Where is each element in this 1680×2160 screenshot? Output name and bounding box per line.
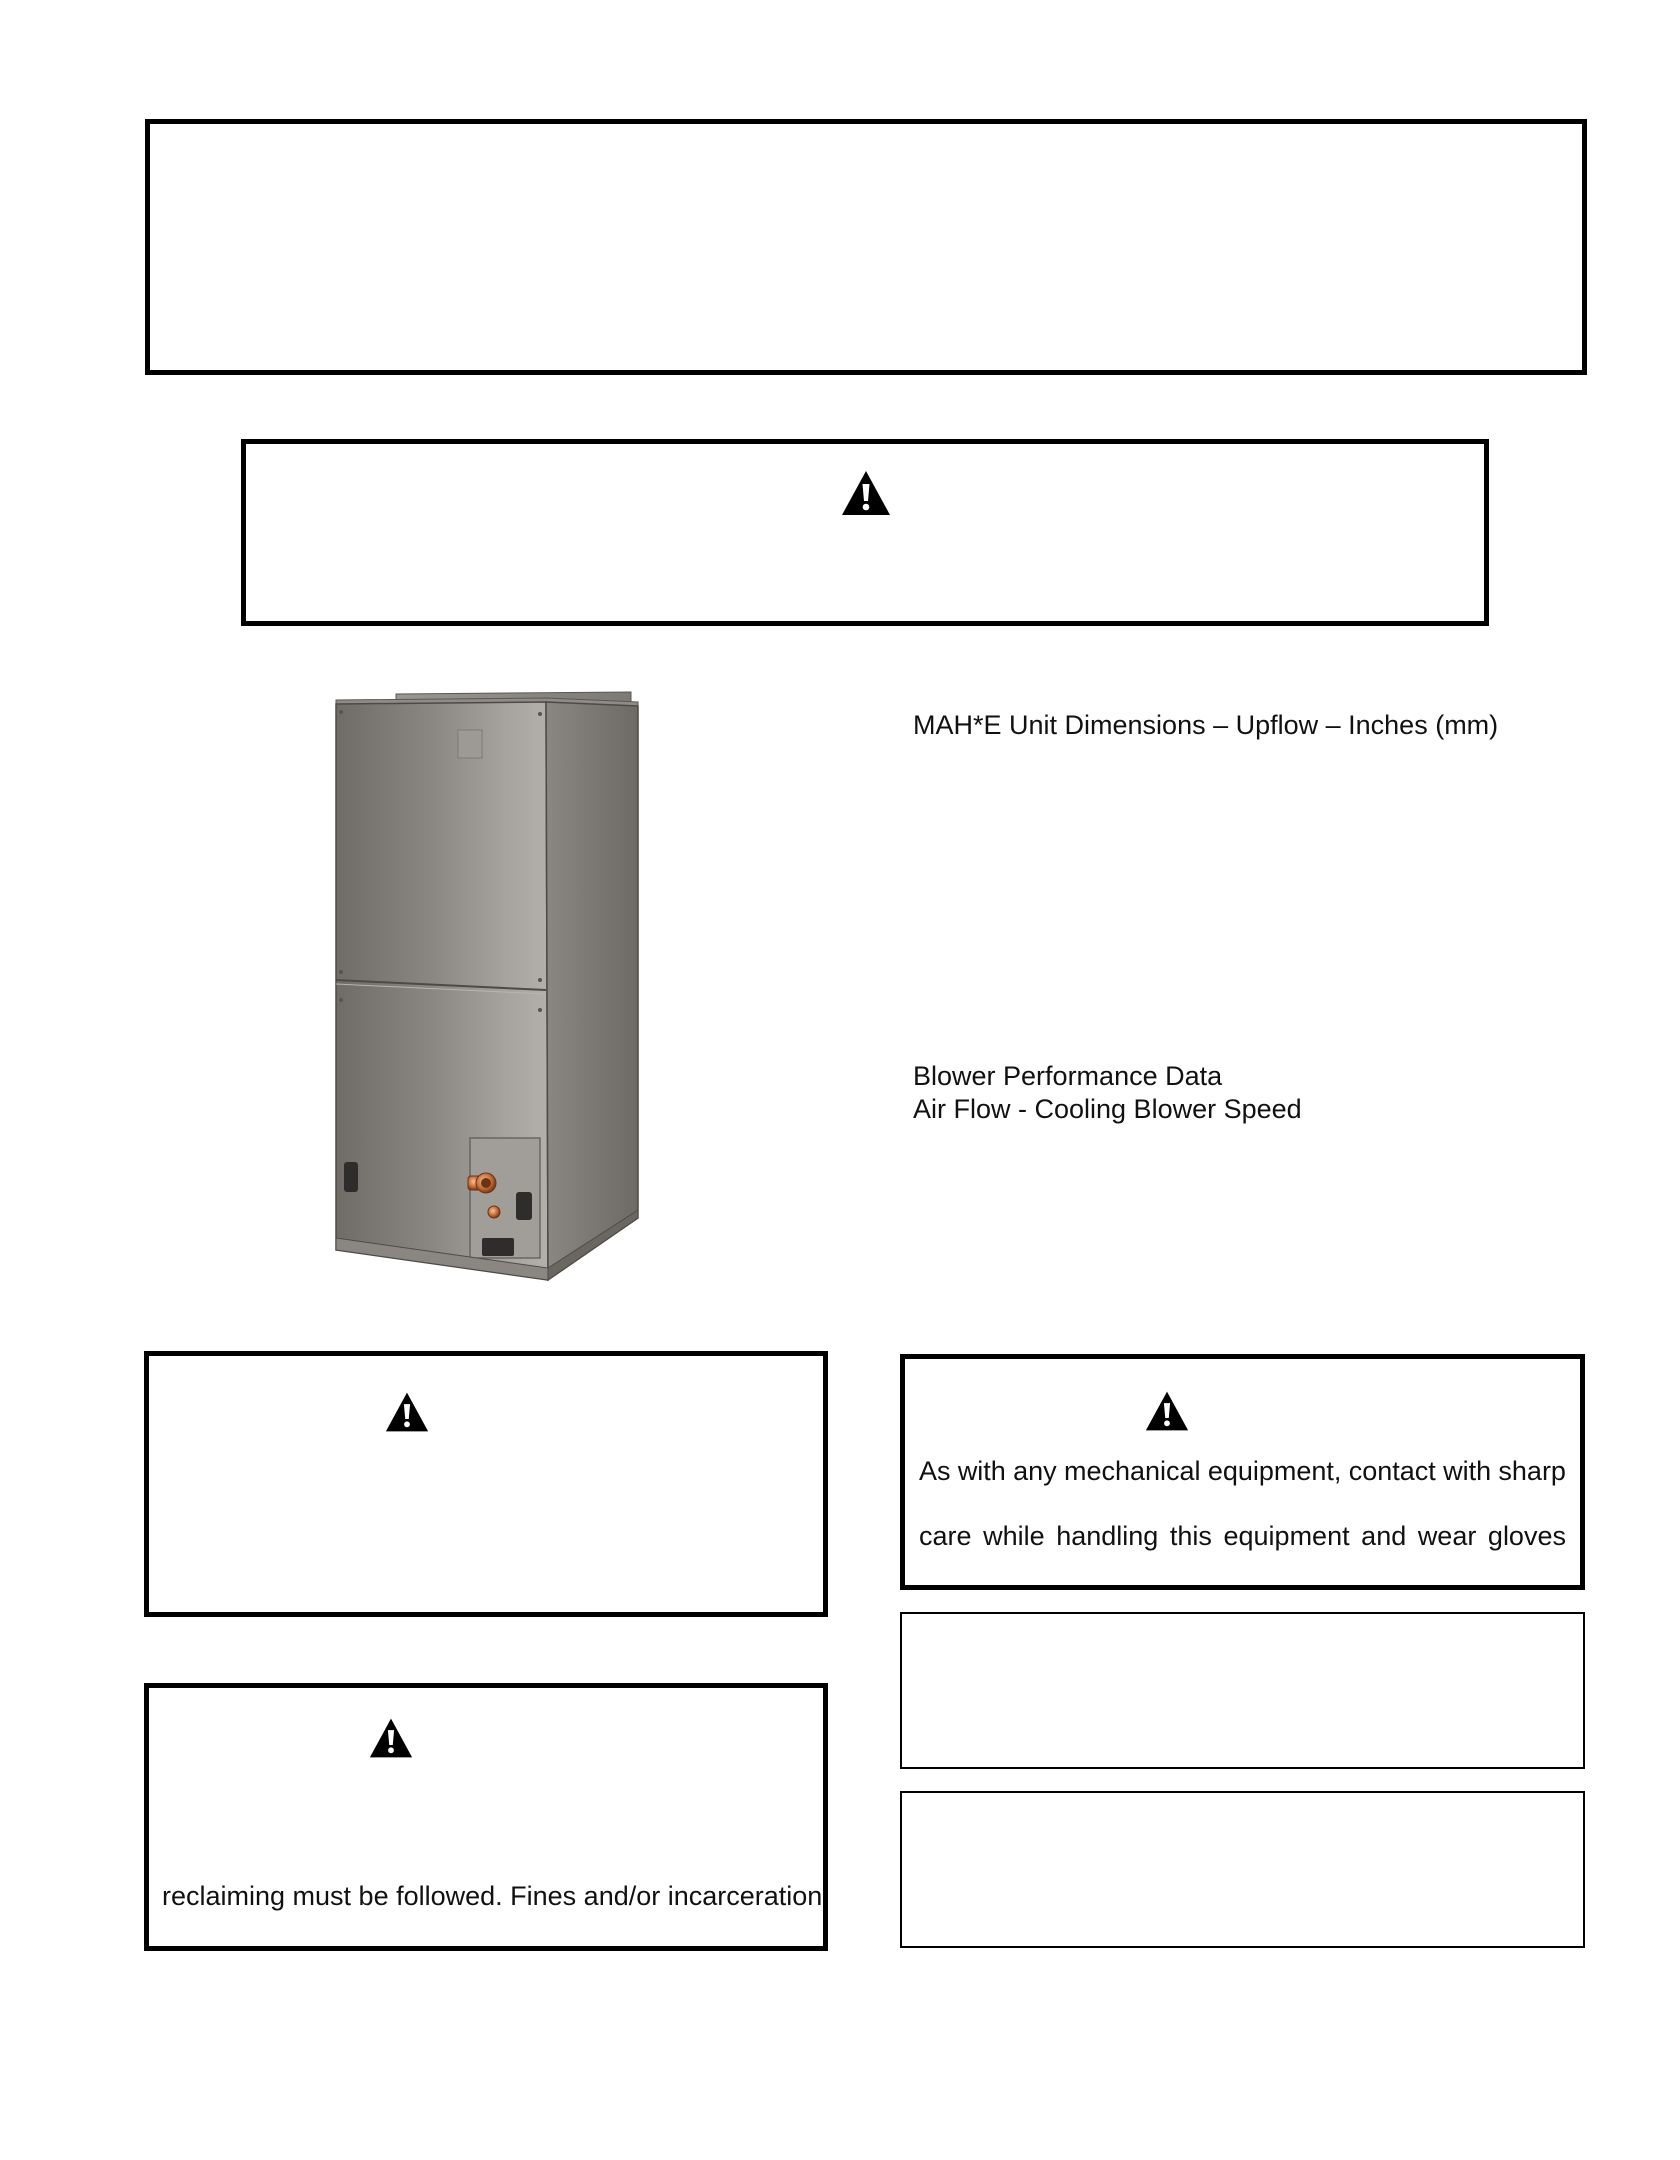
caution-box-right — [900, 1354, 1585, 1590]
justified-word: care — [919, 1521, 972, 1551]
header-box — [145, 119, 1587, 375]
justified-word: As — [919, 1456, 951, 1486]
justified-word: with — [1443, 1456, 1492, 1486]
blower-caption-line2: Air Flow - Cooling Blower Speed — [913, 1094, 1302, 1124]
warning-triangle-icon — [369, 1717, 413, 1759]
justified-word: any — [1013, 1456, 1057, 1486]
justified-word: wear — [1417, 1521, 1477, 1551]
justified-word: handling — [1056, 1521, 1159, 1551]
note-box-2 — [900, 1791, 1585, 1948]
justified-word: equipment, — [1207, 1456, 1342, 1486]
blower-caption-line1: Blower Performance Data — [913, 1061, 1223, 1091]
air-handler-unit-illustration — [326, 690, 646, 1290]
justified-word: mechanical — [1063, 1456, 1201, 1486]
dimensions-caption: MAH*E Unit Dimensions – Upflow – Inches (mm) — [913, 710, 1499, 740]
caution-right-line1 — [919, 1458, 1566, 1485]
warning-triangle-icon — [1145, 1390, 1189, 1432]
note-box-1 — [900, 1612, 1585, 1769]
justified-word: and — [1361, 1521, 1407, 1551]
warning-left-bottom-text: reclaiming must be followed. Fines and/or incarceration — [162, 1881, 823, 1911]
justified-word: this — [1169, 1521, 1212, 1551]
caution-right-line2 — [919, 1523, 1566, 1550]
justified-word: sharp — [1498, 1456, 1566, 1486]
justified-word: while — [983, 1521, 1045, 1551]
warning-triangle-icon — [385, 1391, 429, 1433]
warning-box-left-bottom — [144, 1683, 828, 1951]
justified-word: with — [957, 1456, 1006, 1486]
justified-word: gloves — [1487, 1521, 1566, 1551]
justified-word: contact — [1348, 1456, 1436, 1486]
warning-box-left-top — [144, 1351, 828, 1617]
justified-word: equipment — [1223, 1521, 1350, 1551]
danger-box — [241, 439, 1489, 626]
warning-triangle-icon — [841, 470, 891, 516]
